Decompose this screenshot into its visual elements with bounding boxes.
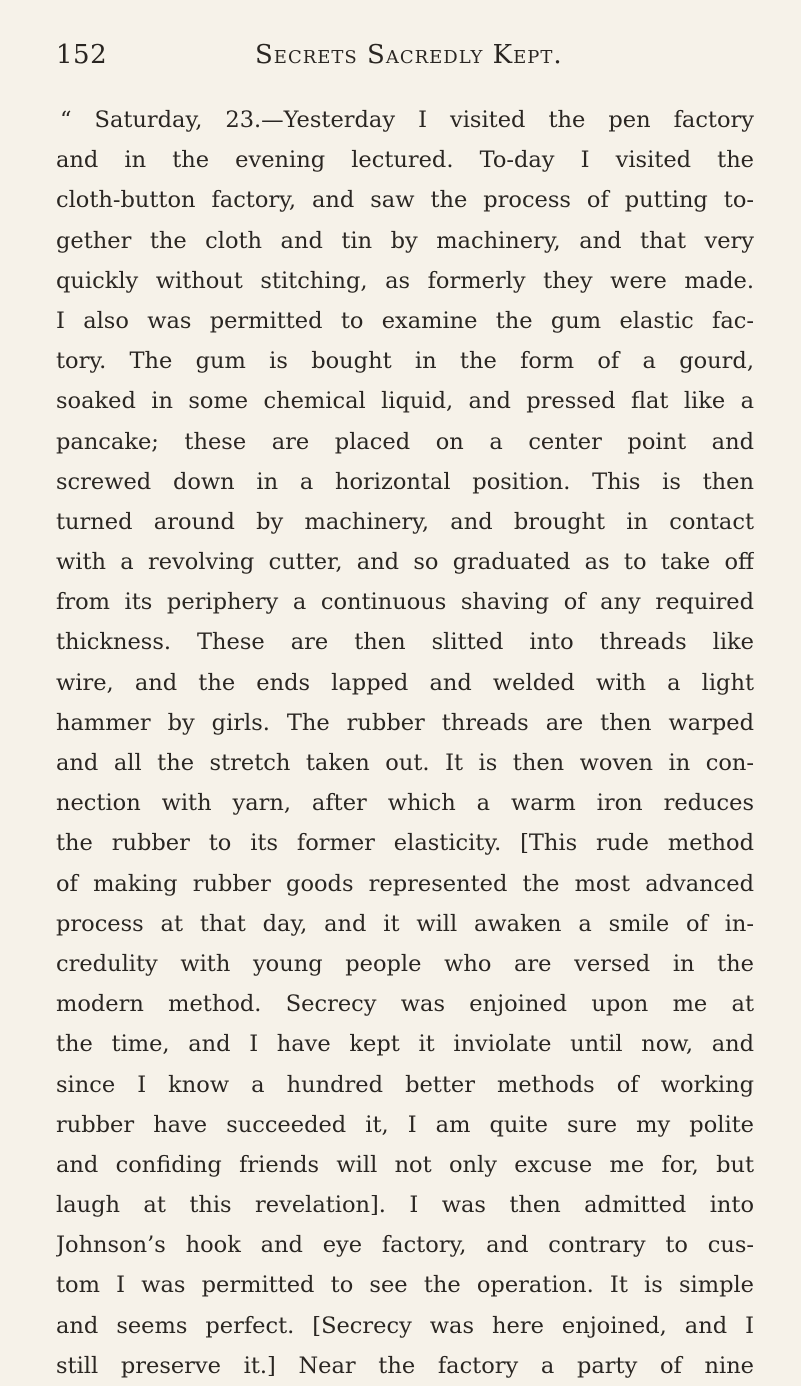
text-line: Johnson’s hook and eye factory, and contrary to cus- xyxy=(56,1232,754,1259)
text-line: nection with yarn, after which a warm iron reduces xyxy=(56,790,754,817)
text-line: and seems perfect. [Secrecy was here enjoined, and I xyxy=(56,1312,754,1339)
text-line: wire, and the ends lapped and welded with a light xyxy=(56,669,754,696)
text-line: the time, and I have kept it inviolate until now, and xyxy=(56,1031,754,1058)
text-line: process at that day, and it will awaken a smile of in- xyxy=(56,910,754,937)
text-line: thickness. These are then slitted into threads like xyxy=(56,629,754,656)
text-line: screwed down in a horizontal position. This is then xyxy=(56,468,754,495)
text-line: modern method. Secrecy was enjoined upon me at xyxy=(56,991,754,1018)
text-line: quickly without stitching, as formerly they were made. xyxy=(56,267,754,294)
page-number: 152 xyxy=(56,40,108,70)
text-line: “ Saturday, 23.—Yesterday I visited the pen factory xyxy=(60,107,754,133)
text-line: turned around by machinery, and brought in contact xyxy=(56,508,754,535)
text-line: gether the cloth and tin by machinery, and that very xyxy=(56,227,754,254)
text-line: tory. The gum is bought in the form of a gourd, xyxy=(56,348,754,375)
text-line: and all the stretch taken out. It is then woven in con- xyxy=(56,750,754,776)
text-line: from its periphery a continuous shaving of any required xyxy=(56,589,754,616)
text-line: and in the evening lectured. To-day I visited the xyxy=(56,147,754,174)
text-line: the rubber to its former elasticity. [This rude method xyxy=(56,830,754,857)
text-line: rubber have succeeded it, I am quite sure my polite xyxy=(56,1111,754,1138)
body-text xyxy=(56,100,754,1386)
text-line: I also was permitted to examine the gum elastic fac- xyxy=(56,307,754,334)
text-line: of making rubber goods represented the most advanced xyxy=(56,870,754,897)
text-line: tom I was permitted to see the operation. It is simple xyxy=(56,1272,754,1299)
text-line: pancake; these are placed on a center point and xyxy=(56,428,754,455)
text-line: hammer by girls. The rubber threads are then warped xyxy=(56,709,754,736)
text-line: cloth-button factory, and saw the process of putting to- xyxy=(56,187,754,214)
text-line: laugh at this revelation]. I was then admitted into xyxy=(56,1192,754,1219)
running-title: Secrets Sacredly Kept. xyxy=(255,40,563,70)
running-head xyxy=(0,40,801,72)
text-line: since I know a hundred better methods of working xyxy=(56,1071,754,1098)
text-line: credulity with young people who are versed in the xyxy=(56,950,754,977)
text-line: and confiding friends will not only excuse me for, but xyxy=(56,1151,754,1178)
text-line: with a revolving cutter, and so graduated as to take off xyxy=(56,549,754,576)
text-line: soaked in some chemical liquid, and pressed flat like a xyxy=(56,388,754,415)
text-line: still preserve it.] Near the factory a party of nine xyxy=(56,1352,754,1379)
